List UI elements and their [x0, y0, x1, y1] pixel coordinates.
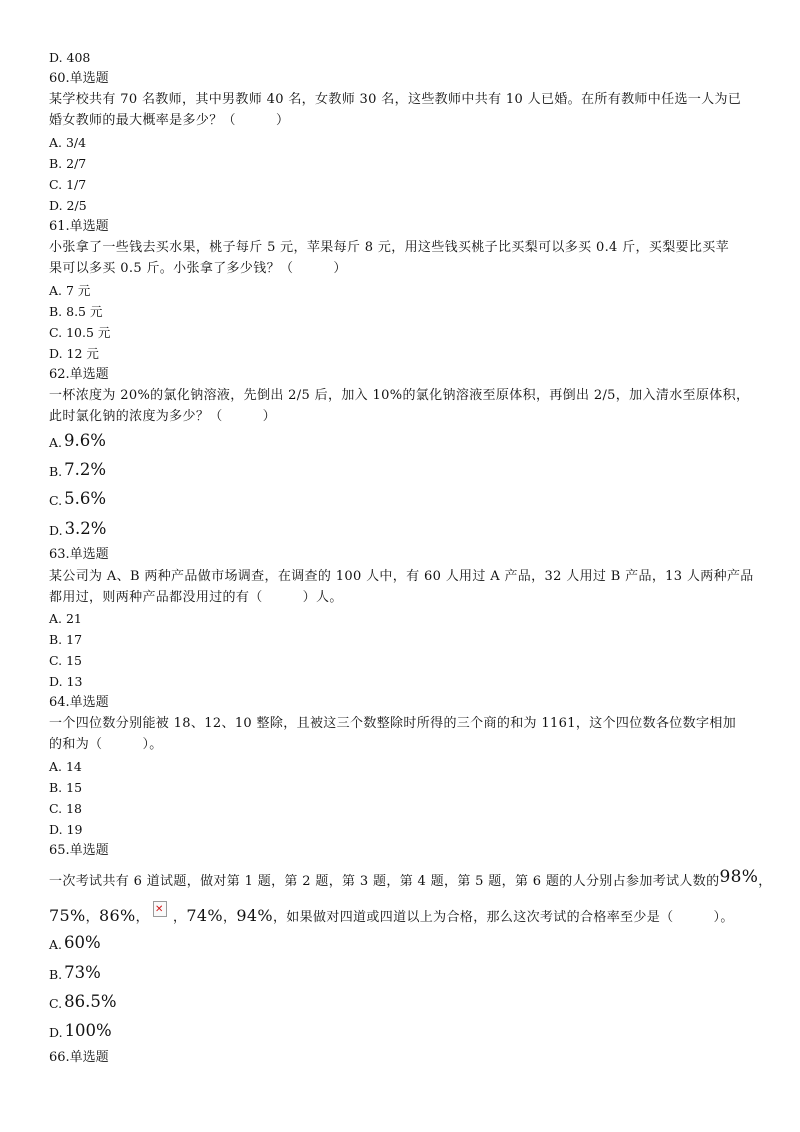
q60-option-c: C. 1/7 — [49, 177, 87, 192]
q63-option-d: D. 13 — [49, 674, 83, 689]
q66-header: 66.单选题 — [49, 1050, 109, 1065]
q62-option-b-letter: B. — [49, 464, 63, 479]
q65-stem-line2-text: 如果做对四道或四道以上为合格，那么这次考试的合格率至少是（ ）。 — [286, 910, 734, 925]
q60-stem-line2: 婚女教师的最大概率是多少？（ ） — [49, 113, 290, 128]
q65-option-b-letter: B. — [49, 967, 63, 982]
q65-option-d-value: 100% — [64, 1021, 112, 1040]
q62-option-a-value: 9.6% — [64, 431, 106, 450]
q64-header: 64.单选题 — [49, 695, 109, 710]
q61-stem-line2: 果可以多买 0.5 斤。小张拿了多少钱？（ ） — [49, 261, 347, 276]
q62-option-a-letter: A. — [49, 435, 63, 450]
q65-option-b-value: 73% — [64, 963, 101, 982]
q63-option-b: B. 17 — [49, 632, 83, 647]
q61-option-d: D. 12 元 — [49, 346, 99, 361]
q61-option-a: A. 7 元 — [49, 283, 91, 298]
q63-stem-line1: 某公司为 A、B 两种产品做市场调查，在调查的 100 人中，有 60 人用过 A 产品，32 人用过 B 产品，13 人两种产品 — [49, 569, 754, 584]
q65-stem-line1 — [49, 867, 772, 892]
q61-stem-line1: 小张拿了一些钱去买水果，桃子每斤 5 元，苹果每斤 8 元，用这些钱买桃子比买梨可以多买 0.4 斤，买梨要比买苹 — [49, 240, 729, 255]
q62-option-b-value: 7.2% — [64, 460, 107, 479]
q65-stem-line2: 75%，86%，✕ ，74%，94%，如果做对四道或四道以上为合格，那么这次考试的合格率至少是（ ）。 — [49, 901, 734, 928]
q64-stem-line1: 一个四位数分别能被 18、12、10 整除，且被这三个数整除时所得的三个商的和为 1161，这个四位数各位数字相加 — [49, 716, 737, 731]
q63-option-c: C. 15 — [49, 653, 82, 668]
q62-stem-line2: 此时氯化钠的浓度为多少？（ ） — [49, 409, 276, 424]
q60-option-d: D. 2/5 — [49, 198, 87, 213]
q63-option-a: A. 21 — [49, 611, 82, 626]
q64-option-c: C. 18 — [49, 801, 82, 816]
q65-option-c — [49, 992, 117, 1014]
q62-option-c — [49, 489, 106, 511]
q62-option-d — [49, 519, 106, 541]
q62-header: 62.单选题 — [49, 367, 109, 382]
q62-option-c-value: 5.6% — [64, 489, 107, 508]
q65-pct-1: 98% — [719, 867, 759, 887]
q64-stem-line2: 的和为（ ）。 — [49, 737, 163, 752]
q60-option-b: B. 2/7 — [49, 156, 87, 171]
q62-stem-line1: 一杯浓度为 20%的氯化钠溶液，先倒出 2/5 后，加入 10%的氯化钠溶液至原体积，再倒出 2/5，加入清水至原体积， — [49, 388, 750, 403]
q60-option-a: A. 3/4 — [49, 135, 87, 150]
q63-header: 63.单选题 — [49, 547, 109, 562]
q59-option-d: D. 408 — [49, 50, 91, 65]
q64-option-a: A. 14 — [49, 759, 82, 774]
q65-pct-5: 74% — [186, 906, 223, 925]
q62-option-c-letter: C. — [49, 493, 63, 508]
q61-option-b: B. 8.5 元 — [49, 304, 103, 319]
q62-option-b — [49, 460, 106, 482]
q63-stem-line2: 都用过，则两种产品都没用过的有（ ）人。 — [49, 590, 343, 605]
q65-option-c-letter: C. — [49, 996, 63, 1011]
q65-option-a-value: 60% — [64, 933, 101, 952]
q64-option-b: B. 15 — [49, 780, 83, 795]
q64-option-d: D. 19 — [49, 822, 83, 837]
q65-stem-line1-text: 一次考试共有 6 道试题，做对第 1 题，第 2 题，第 3 题，第 4 题，第 5 题，第 6 题的人分别占参加考试人数的 — [49, 874, 720, 889]
q65-option-c-value: 86.5% — [64, 992, 117, 1011]
q65-option-d-letter: D. — [49, 1025, 63, 1040]
q65-pct-3: 86% — [98, 906, 136, 925]
q60-stem-line1: 某学校共有 70 名教师，其中男教师 40 名，女教师 30 名，这些教师中共有 10 人已婚。在所有教师中任选一人为已 — [49, 92, 742, 107]
q61-header: 61.单选题 — [49, 219, 109, 234]
q61-option-c: C. 10.5 元 — [49, 325, 111, 340]
q65-option-a-letter: A. — [49, 937, 63, 952]
q60-header: 60.单选题 — [49, 71, 109, 86]
q65-pct-2: 75% — [49, 906, 86, 925]
q62-option-d-value: 3.2% — [64, 519, 107, 538]
q65-header: 65.单选题 — [49, 843, 109, 858]
q62-option-d-letter: D. — [49, 523, 63, 538]
q65-comma: ， — [758, 874, 772, 889]
q65-option-d — [49, 1021, 112, 1043]
q62-option-a — [49, 431, 106, 453]
missing-image-icon — [153, 901, 167, 917]
q65-pct-6: 94% — [236, 906, 273, 925]
q65-option-b — [49, 963, 101, 985]
q65-option-a — [49, 933, 101, 955]
